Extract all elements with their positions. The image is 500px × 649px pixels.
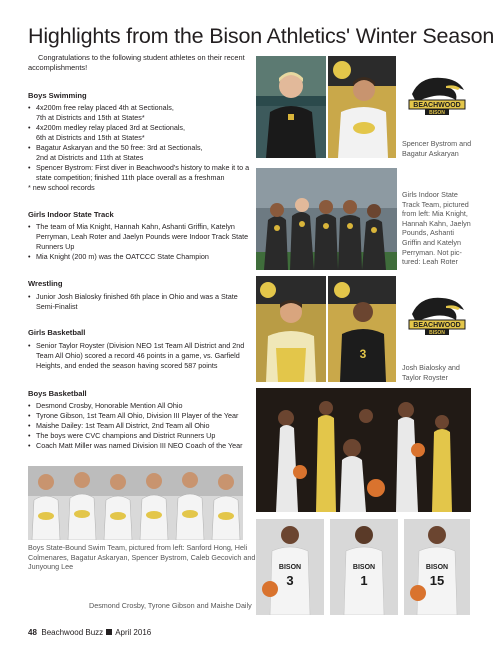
list-item: • Tyrone Gibson, 1st Team All Ohio, Division III Player of the Year bbox=[28, 411, 256, 421]
caption-swim-team: Boys State-Bound Swim Team, pictured from left: Sanford Hong, Heli Colmenares, Bagatur Askaryan, Spencer Bystrom, Caleb Gecovich and Junyoung Lee bbox=[28, 543, 256, 572]
logo-school-text: BEACHWOOD bbox=[413, 322, 461, 329]
list-item: • Bagatur Askaryan and the 50 free: 3rd at Sectionals, 2nd at Districts and 11th at States bbox=[28, 143, 256, 163]
intro-line: accomplishments! bbox=[28, 63, 88, 73]
logo-mascot-text: BISON bbox=[429, 330, 445, 336]
wrestling-list bbox=[28, 292, 256, 312]
section-heading-girls-track: Girls Indoor State Track bbox=[28, 210, 114, 219]
issue-date: April 2016 bbox=[115, 628, 152, 637]
swimming-list bbox=[28, 103, 256, 183]
intro-text bbox=[28, 53, 250, 73]
photo-boys-basketball-collage bbox=[256, 388, 471, 512]
photo-maishe-dailey bbox=[404, 519, 470, 615]
section-heading-boys-basketball: Boys Basketball bbox=[28, 389, 87, 398]
list-item: • Maishe Dailey: 1st Team All District, 2nd Team all Ohio bbox=[28, 421, 256, 431]
page-number: 48 bbox=[28, 628, 37, 637]
girls-basketball-list bbox=[28, 341, 256, 371]
photo-tyrone-gibson bbox=[330, 519, 398, 615]
list-item: • 4x200m medley relay placed 3rd at Sectionals, 6th at Districts and 15th at States* bbox=[28, 123, 256, 143]
section-heading-swimming: Boys Swimming bbox=[28, 91, 87, 100]
caption-swim-divers: Spencer Bystrom and Bagatur Askaryan bbox=[402, 139, 472, 158]
jersey-team: BISON bbox=[425, 564, 449, 571]
page-title: Highlights from the Bison Athletics' Winter Season bbox=[28, 24, 495, 48]
list-item: • Coach Matt Miller was named Division III NEO Coach of the Year bbox=[28, 441, 256, 451]
beachwood-bison-logo bbox=[406, 72, 468, 116]
intro-line: Congratulations to the following student athletes on their recent bbox=[38, 53, 245, 62]
jersey-team: BISON bbox=[352, 564, 376, 571]
jersey-number: 15 bbox=[429, 573, 445, 588]
jersey-number: 3 bbox=[359, 347, 367, 361]
publication-name: Beachwood Buzz bbox=[41, 628, 104, 637]
list-item: • Desmond Crosby, Honorable Mention All Ohio bbox=[28, 401, 256, 411]
list-item: • Spencer Bystrom: First diver in Beachwood's history to make it to a state competition; finished 11th place overall as a freshman bbox=[28, 163, 256, 183]
logo-mascot-text: BISON bbox=[429, 110, 445, 116]
list-item: • Senior Taylor Royster (Division NEO 1st Team All District and 2nd Team All Ohio) scored a record 46 points in a game, vs. Garfield Heights, and ended the season having scored 587 points bbox=[28, 341, 256, 371]
separator-square bbox=[106, 629, 112, 635]
list-item: • Mia Knight (200 m) was the OATCCC State Champion bbox=[28, 252, 256, 262]
jersey-number: 3 bbox=[286, 573, 294, 588]
caption-track-team: Girls Indoor State Track Team, pictured from left: Mia Knight, Hannah Kahn, Jaelyn Pounds, Ashanti Griffin and Katelyn Perryman. Not pic- tured: Leah Roter bbox=[402, 190, 471, 267]
photo-taylor-royster bbox=[328, 276, 396, 382]
photo-girls-track-team bbox=[256, 168, 397, 270]
photo-josh-bialosky bbox=[256, 276, 326, 382]
section-heading-girls-basketball: Girls Basketball bbox=[28, 328, 86, 337]
logo-school-text: BEACHWOOD bbox=[413, 102, 461, 109]
photo-spencer-bystrom bbox=[256, 56, 326, 158]
list-item: • The boys were CVC champions and District Runners Up bbox=[28, 431, 256, 441]
caption-wrestle-bball: Josh Bialosky and Taylor Royster bbox=[402, 363, 460, 382]
page-footer bbox=[28, 628, 151, 637]
list-item: • Junior Josh Bialosky finished 6th place in Ohio and was a State Semi-Finalist bbox=[28, 292, 256, 312]
photo-boys-swim-team bbox=[28, 466, 243, 540]
list-item: • 4x200m free relay placed 4th at Sectionals, 7th at Districts and 15th at States* bbox=[28, 103, 256, 123]
boys-basketball-list bbox=[28, 401, 256, 451]
caption-bball-trio: Desmond Crosby, Tyrone Gibson and Maishe Daily bbox=[89, 601, 252, 610]
girls-track-list bbox=[28, 222, 256, 262]
section-heading-wrestling: Wrestling bbox=[28, 279, 63, 288]
list-item: • The team of Mia Knight, Hannah Kahn, Ashanti Griffin, Katelyn Perryman, Leah Roter and Jaelyn Pounds were Indoor Track State Runners Up bbox=[28, 222, 256, 252]
photo-bagatur-askaryan bbox=[328, 56, 396, 158]
records-note: * new school records bbox=[28, 183, 95, 192]
beachwood-bison-logo bbox=[406, 292, 468, 336]
photo-desmond-crosby bbox=[256, 519, 324, 615]
jersey-number: 1 bbox=[360, 573, 368, 588]
jersey-team: BISON bbox=[278, 564, 302, 571]
